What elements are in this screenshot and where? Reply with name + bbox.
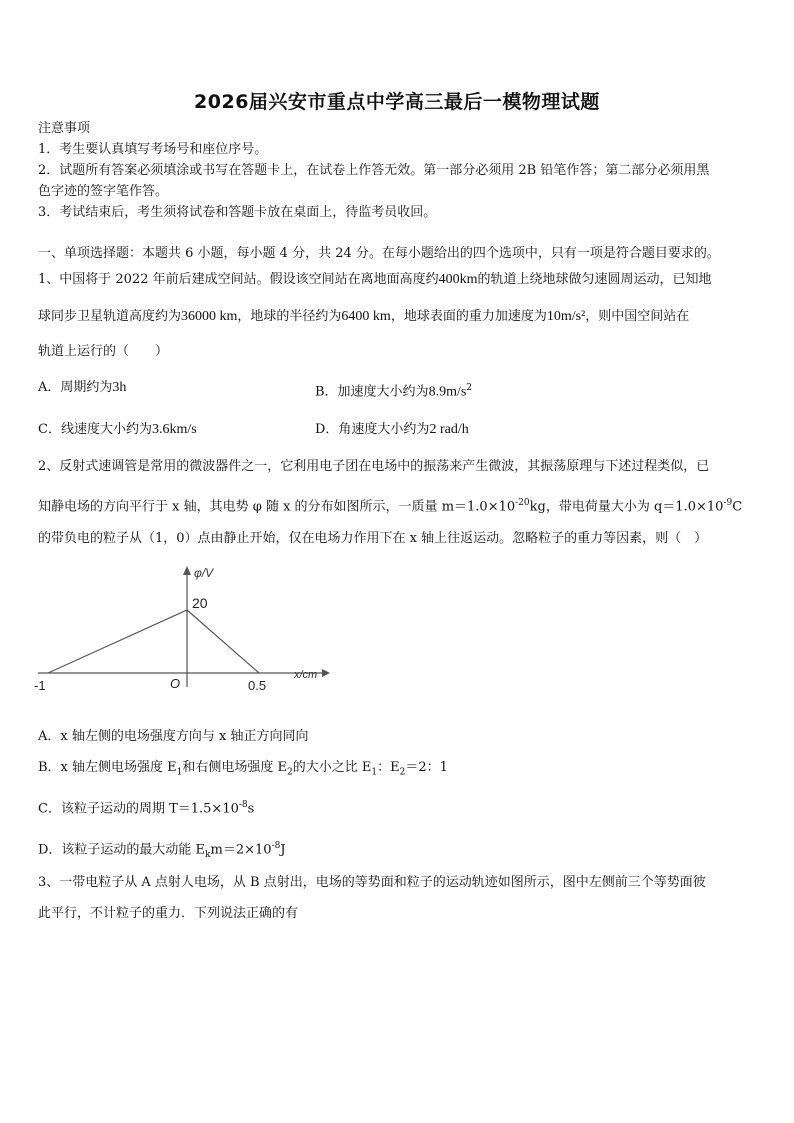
option-text: ：E xyxy=(377,760,400,775)
option-text: 和右侧电场强度 E xyxy=(182,760,287,775)
option-value: 8.9m/s xyxy=(428,384,467,400)
x-axis-arrow xyxy=(322,669,330,677)
notice-item-2: 2．试题所有答案必须填涂或书写在答题卡上，在试卷上作答无效。第一部分必须用 2B 铅笔作答；第二部分必须用黑 xyxy=(38,163,710,178)
q1-radius-value: 6400 km xyxy=(341,309,391,324)
option-label: B．加速度大小约为 xyxy=(315,384,429,400)
option-text: D．该粒子运动的最大动能 E xyxy=(38,842,206,858)
option-value: 3.6km/s xyxy=(151,422,197,437)
q1-line-3: 轨道上运行的（ ） xyxy=(38,344,169,359)
q1-height-value: 400km xyxy=(438,272,478,287)
subscript: 1 xyxy=(176,767,183,778)
q1-option-a xyxy=(38,380,126,396)
q2-text: kg，带电荷量大小为 q＝1.0×10 xyxy=(529,499,724,515)
potential-line xyxy=(48,610,259,673)
q2-text: C xyxy=(732,499,743,515)
notice-item-3: 3．考试结束后，考生须将试卷和答题卡放在桌面上，待监考员收回。 xyxy=(38,205,437,220)
q2-option-c xyxy=(38,797,254,817)
q2-option-b xyxy=(38,760,448,781)
option-label: C．线速度大小约为 xyxy=(38,422,152,437)
q1-option-d xyxy=(315,422,469,438)
q2-line-2 xyxy=(38,495,758,515)
q1-option-c xyxy=(38,422,197,438)
q1-gravity-value: 10m/s² xyxy=(546,309,586,324)
superscript: -8 xyxy=(271,841,281,851)
option-value: 2 rad/h xyxy=(429,422,469,437)
origin-label: O xyxy=(170,676,181,691)
option-text: J xyxy=(280,842,286,858)
page-title: 2026届兴安市重点中学高三最后一模物理试题 xyxy=(194,91,600,113)
q1-line-1 xyxy=(38,272,758,288)
q2-line-1: 2、反射式速调管是常用的微波器件之一，它利用电子团在电场中的振荡来产生微波，其振荡原理与下述过程类似，已 xyxy=(38,459,710,474)
superscript: -8 xyxy=(238,800,248,810)
q1-text: ，地球表面的重力加速度为 xyxy=(390,309,547,324)
q2-text: 知静电场的方向平行于 x 轴，其电势 φ 随 x 的分布如图所示，一质量 m＝1.0×10 xyxy=(38,499,516,515)
option-label: D．角速度大小约为 xyxy=(315,422,430,437)
q1-text: ，地球的半径约为 xyxy=(237,309,342,324)
option-sup: 2 xyxy=(466,383,473,393)
option-text: 的大小之比 E xyxy=(292,760,372,775)
q2-option-a: A．x 轴左侧的电场强度方向与 x 轴正方向同向 xyxy=(38,729,309,744)
section-heading: 一、单项选择题：本题共 6 小题，每小题 4 分，共 24 分。在每小题给出的四个选项中，只有一项是符合题目要求的。 xyxy=(38,246,720,261)
right-tick-label: 0.5 xyxy=(248,678,267,693)
peak-label: 20 xyxy=(192,595,208,611)
q3-line-2: 此平行，不计粒子的重力．下列说法正确的有 xyxy=(38,906,299,921)
potential-graph xyxy=(32,563,332,693)
notice-item-2-cont: 色字迹的签字笔作答。 xyxy=(38,184,169,199)
notice-item-1: 1．考生要认真填写考场号和座位序号。 xyxy=(38,142,268,157)
q1-text: ，则中国空间站在 xyxy=(585,309,690,324)
left-tick-label: -1 xyxy=(34,678,46,693)
option-text: s xyxy=(247,801,255,817)
option-text: m＝2×10 xyxy=(210,842,272,858)
option-label: A．周期约为 xyxy=(38,380,113,395)
y-axis-label: φ/V xyxy=(194,566,214,580)
x-axis-label: x/cm xyxy=(294,669,318,681)
subscript: 2 xyxy=(399,767,406,778)
y-axis-arrow xyxy=(183,566,191,575)
q1-line-2 xyxy=(38,309,758,325)
q3-line-1: 3、一带电粒子从 A 点射人电场，从 B 点射出，电场的等势面和粒子的运动轨迹如图所示，图中左侧前三个等势面彼 xyxy=(38,875,706,890)
q1-text: 的轨道上绕地球做匀速圆周运动，已知地 xyxy=(477,272,712,287)
option-value: 3h xyxy=(112,380,127,395)
q1-text: 球同步卫星轨道高度约为 xyxy=(38,309,182,324)
q1-option-b xyxy=(315,380,472,400)
notice-heading: 注意事项 xyxy=(38,121,91,136)
q2-sup: -9 xyxy=(723,498,733,508)
q1-text: 1、中国将于 2022 年前后建成空间站。假设该空间站在离地面高度约 xyxy=(38,272,439,287)
q1-sync-height-value: 36000 km xyxy=(181,309,238,324)
q2-option-d xyxy=(38,838,286,863)
subscript: k xyxy=(205,849,211,860)
q2-line-3: 的带负电的粒子从（1，0）点由静止开始，仅在电场力作用下在 x 轴上往返运动。忽略粒子的重力等因素，则（ ） xyxy=(38,531,708,546)
subscript: 1 xyxy=(371,767,378,778)
option-text: ＝2：1 xyxy=(405,760,448,775)
option-text: C．该粒子运动的周期 T＝1.5×10 xyxy=(38,801,239,817)
option-text: B．x 轴左侧电场强度 E xyxy=(38,760,177,775)
q2-sup: -20 xyxy=(515,498,530,508)
subscript: 2 xyxy=(287,767,293,778)
